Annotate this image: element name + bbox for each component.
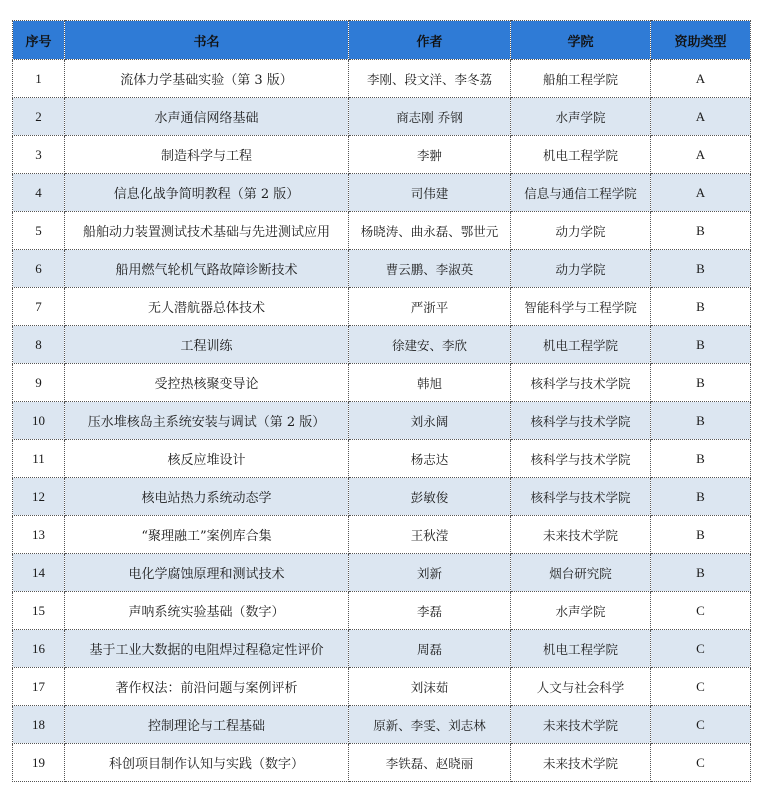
cell-college: 未来技术学院: [511, 744, 651, 782]
cell-college: 核科学与技术学院: [511, 440, 651, 478]
cell-funding-type: C: [651, 630, 751, 668]
cell-college: 核科学与技术学院: [511, 478, 651, 516]
table-row: [13, 212, 751, 250]
table-row: [13, 668, 751, 706]
header-author: 作者: [349, 21, 511, 60]
table-row: [13, 98, 751, 136]
cell-funding-type: B: [651, 288, 751, 326]
cell-college: 人文与社会科学: [511, 668, 651, 706]
cell-title: 船舶动力装置测试技术基础与先进测试应用: [65, 212, 349, 250]
cell-title: “聚理融工”案例库合集: [65, 516, 349, 554]
cell-no: 5: [13, 212, 65, 250]
header-no: 序号: [13, 21, 65, 60]
cell-funding-type: B: [651, 250, 751, 288]
cell-author: 李翀: [349, 136, 511, 174]
table-body: [13, 60, 751, 782]
cell-college: 动力学院: [511, 250, 651, 288]
cell-no: 16: [13, 630, 65, 668]
table-row: [13, 136, 751, 174]
cell-college: 未来技术学院: [511, 706, 651, 744]
cell-funding-type: B: [651, 478, 751, 516]
cell-title: 核电站热力系统动态学: [65, 478, 349, 516]
cell-title: 电化学腐蚀原理和测试技术: [65, 554, 349, 592]
cell-college: 智能科学与工程学院: [511, 288, 651, 326]
cell-funding-type: C: [651, 706, 751, 744]
cell-title: 受控热核聚变导论: [65, 364, 349, 402]
table-row: [13, 592, 751, 630]
cell-title: 制造科学与工程: [65, 136, 349, 174]
cell-author: 刘永阔: [349, 402, 511, 440]
cell-no: 17: [13, 668, 65, 706]
cell-no: 15: [13, 592, 65, 630]
cell-college: 机电工程学院: [511, 630, 651, 668]
cell-title: 信息化战争简明教程（第 2 版）: [65, 174, 349, 212]
cell-no: 3: [13, 136, 65, 174]
cell-no: 14: [13, 554, 65, 592]
table-header: [13, 21, 751, 60]
cell-funding-type: B: [651, 402, 751, 440]
cell-funding-type: A: [651, 174, 751, 212]
table-row: [13, 60, 751, 98]
cell-no: 19: [13, 744, 65, 782]
table-row: [13, 554, 751, 592]
table-row: [13, 630, 751, 668]
cell-author: 李磊: [349, 592, 511, 630]
cell-college: 未来技术学院: [511, 516, 651, 554]
cell-funding-type: B: [651, 212, 751, 250]
cell-college: 动力学院: [511, 212, 651, 250]
cell-funding-type: B: [651, 440, 751, 478]
table-row: [13, 706, 751, 744]
table-row: [13, 402, 751, 440]
cell-college: 信息与通信工程学院: [511, 174, 651, 212]
cell-title: 船用燃气轮机气路故障诊断技术: [65, 250, 349, 288]
cell-college: 水声学院: [511, 592, 651, 630]
cell-author: 李刚、段文洋、李冬荔: [349, 60, 511, 98]
cell-title: 水声通信网络基础: [65, 98, 349, 136]
cell-funding-type: A: [651, 98, 751, 136]
book-funding-table: [12, 20, 751, 782]
cell-funding-type: B: [651, 516, 751, 554]
cell-no: 2: [13, 98, 65, 136]
cell-author: 李铁磊、赵晓丽: [349, 744, 511, 782]
cell-author: 商志刚 乔钢: [349, 98, 511, 136]
cell-funding-type: C: [651, 744, 751, 782]
table-row: [13, 250, 751, 288]
cell-college: 核科学与技术学院: [511, 364, 651, 402]
header-row: [13, 21, 751, 60]
cell-funding-type: A: [651, 136, 751, 174]
cell-funding-type: C: [651, 668, 751, 706]
cell-no: 12: [13, 478, 65, 516]
cell-author: 司伟建: [349, 174, 511, 212]
cell-title: 基于工业大数据的电阻焊过程稳定性评价: [65, 630, 349, 668]
cell-no: 9: [13, 364, 65, 402]
cell-college: 烟台研究院: [511, 554, 651, 592]
cell-author: 王秋滢: [349, 516, 511, 554]
cell-no: 7: [13, 288, 65, 326]
cell-title: 核反应堆设计: [65, 440, 349, 478]
cell-author: 杨志达: [349, 440, 511, 478]
cell-funding-type: B: [651, 364, 751, 402]
cell-funding-type: A: [651, 60, 751, 98]
cell-funding-type: B: [651, 554, 751, 592]
table-row: [13, 478, 751, 516]
cell-college: 船舶工程学院: [511, 60, 651, 98]
cell-college: 机电工程学院: [511, 326, 651, 364]
table-row: [13, 516, 751, 554]
cell-author: 杨晓涛、曲永磊、鄂世元: [349, 212, 511, 250]
table-row: [13, 440, 751, 478]
cell-author: 曹云鹏、李淑英: [349, 250, 511, 288]
cell-author: 徐建安、李欣: [349, 326, 511, 364]
table-row: [13, 174, 751, 212]
cell-no: 13: [13, 516, 65, 554]
cell-author: 周磊: [349, 630, 511, 668]
cell-author: 韩旭: [349, 364, 511, 402]
cell-title: 无人潜航器总体技术: [65, 288, 349, 326]
cell-funding-type: B: [651, 326, 751, 364]
header-funding-type: 资助类型: [651, 21, 751, 60]
cell-no: 11: [13, 440, 65, 478]
cell-college: 核科学与技术学院: [511, 402, 651, 440]
table-row: [13, 288, 751, 326]
cell-no: 4: [13, 174, 65, 212]
cell-author: 刘沫茹: [349, 668, 511, 706]
cell-no: 10: [13, 402, 65, 440]
cell-no: 18: [13, 706, 65, 744]
cell-no: 6: [13, 250, 65, 288]
cell-title: 压水堆核岛主系统安装与调试（第 2 版）: [65, 402, 349, 440]
table-row: [13, 744, 751, 782]
cell-author: 刘新: [349, 554, 511, 592]
cell-no: 8: [13, 326, 65, 364]
cell-title: 工程训练: [65, 326, 349, 364]
cell-author: 彭敏俊: [349, 478, 511, 516]
cell-funding-type: C: [651, 592, 751, 630]
cell-no: 1: [13, 60, 65, 98]
header-college: 学院: [511, 21, 651, 60]
cell-title: 控制理论与工程基础: [65, 706, 349, 744]
table-row: [13, 326, 751, 364]
cell-title: 科创项目制作认知与实践（数字）: [65, 744, 349, 782]
cell-college: 水声学院: [511, 98, 651, 136]
cell-college: 机电工程学院: [511, 136, 651, 174]
cell-title: 流体力学基础实验（第 3 版）: [65, 60, 349, 98]
cell-title: 声呐系统实验基础（数字）: [65, 592, 349, 630]
book-funding-table-container: [12, 20, 750, 782]
cell-author: 严浙平: [349, 288, 511, 326]
cell-title: 著作权法：前沿问题与案例评析: [65, 668, 349, 706]
cell-author: 原新、李雯、刘志林: [349, 706, 511, 744]
header-title: 书名: [65, 21, 349, 60]
table-row: [13, 364, 751, 402]
